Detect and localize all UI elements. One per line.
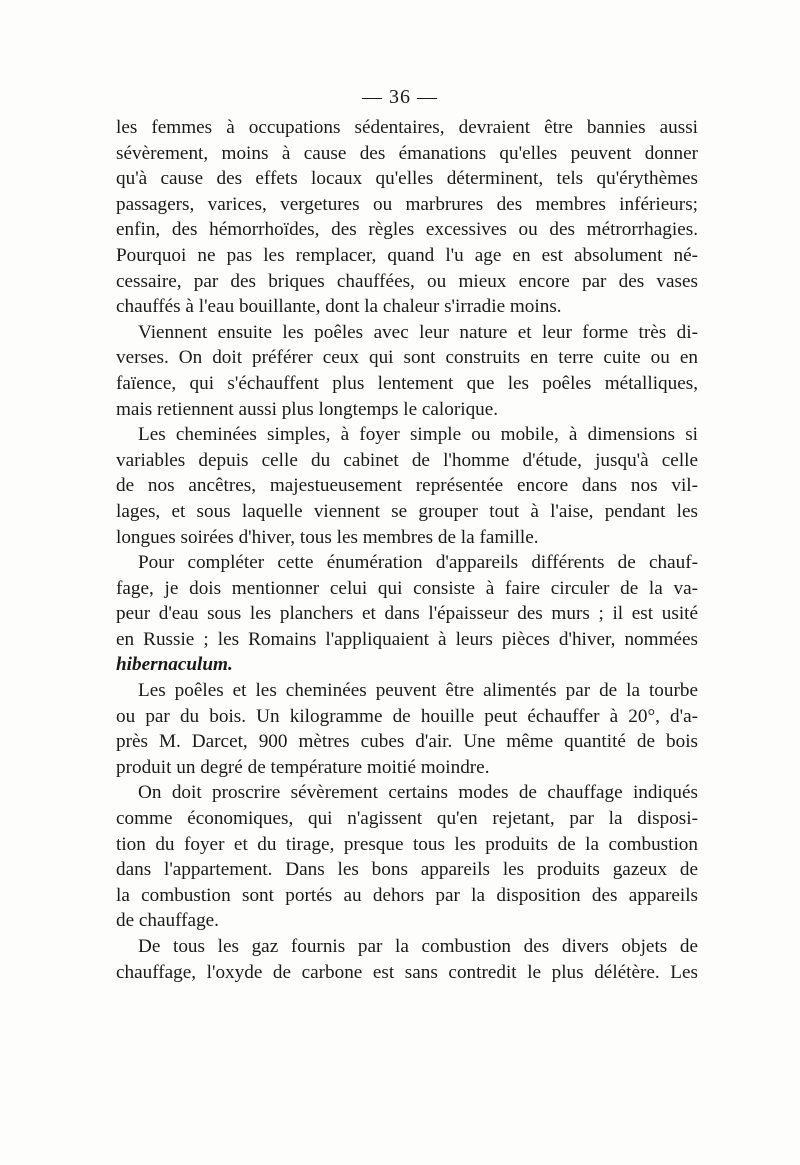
text-line: Pourquoi ne pas les remplacer, quand l'u age en est absolument né-	[116, 244, 698, 266]
text-line: enfin, des hémorrhoïdes, des règles excessives ou des métrorrhagies.	[116, 219, 698, 241]
text-line: qu'à cause des effets locaux qu'elles déterminent, tels qu'érythèmes	[116, 168, 698, 190]
text-line: comme économiques, qui n'agissent qu'en rejetant, par la disposi-	[116, 808, 698, 830]
text-line: De tous les gaz fournis par la combustion des divers objets de	[138, 936, 698, 957]
text-line: ou par du bois. Un kilogramme de houille peut échauffer à 20°, d'a-	[116, 705, 698, 727]
text-line: de chauffage.	[116, 910, 219, 932]
text-line: fage, je dois mentionner celui qui consiste à faire circuler de la va-	[116, 577, 698, 599]
text-line: lages, et sous laquelle viennent se grouper tout à l'aise, pendant les	[116, 500, 698, 522]
text-line: sévèrement, moins à cause des émanations qu'elles peuvent donner	[116, 142, 698, 164]
text-line: verses. On doit préférer ceux qui sont construits en terre cuite ou en	[116, 347, 698, 369]
text-line: la combustion sont portés au dehors par la disposition des appareils	[116, 884, 698, 906]
text-line: variables depuis celle du cabinet de l'homme d'étude, jusqu'à celle	[116, 449, 698, 471]
text-line: hibernaculum.	[116, 654, 233, 676]
text-line: Les cheminées simples, à foyer simple ou mobile, à dimensions si	[138, 424, 698, 446]
text-line: On doit proscrire sévèrement certains modes de chauffage indiqués	[138, 782, 698, 804]
text-line: passagers, varices, vergetures ou marbrures des membres inférieurs;	[116, 193, 698, 215]
text-line: dans l'appartement. Dans les bons appareils les produits gazeux de	[116, 859, 698, 881]
text-line: tion du foyer et du tirage, presque tous les produits de la combustion	[116, 833, 698, 855]
text-line: chauffage, l'oxyde de carbone est sans contredit le plus délétère. Les	[116, 961, 698, 983]
text-line: de nos ancêtres, majestueusement représentée encore dans nos vil-	[116, 475, 698, 497]
text-line: en Russie ; les Romains l'appliquaient à leurs pièces d'hiver, nommées	[116, 628, 698, 650]
text-line: Pour compléter cette énumération d'appareils différents de chauf-	[138, 552, 698, 574]
text-line: chauffés à l'eau bouillante, dont la chaleur s'irradie moins.	[116, 296, 562, 318]
text-line: près M. Darcet, 900 mètres cubes d'air. Une même quantité de bois	[116, 731, 698, 753]
text-line: cessaire, par des briques chauffées, ou mieux encore par des vases	[116, 270, 698, 292]
text-line: produit un degré de température moitié moindre.	[116, 756, 490, 778]
page-number: — 36 —	[362, 86, 438, 108]
text-line: mais retiennent aussi plus longtemps le calorique.	[116, 398, 499, 420]
text-line: faïence, qui s'échauffent plus lentement que les poêles métalliques,	[116, 372, 698, 394]
text-line: longues soirées d'hiver, tous les membres de la famille.	[116, 526, 539, 548]
text-line: Les poêles et les cheminées peuvent être alimentés par de la tourbe	[138, 680, 698, 702]
body-text	[116, 115, 698, 985]
text-line: peur d'eau sous les planchers et dans l'épaisseur des murs ; il est usité	[116, 603, 698, 625]
text-line: Viennent ensuite les poêles avec leur nature et leur forme très di-	[138, 321, 698, 343]
text-line: les femmes à occupations sédentaires, devraient être bannies aussi	[116, 117, 698, 138]
